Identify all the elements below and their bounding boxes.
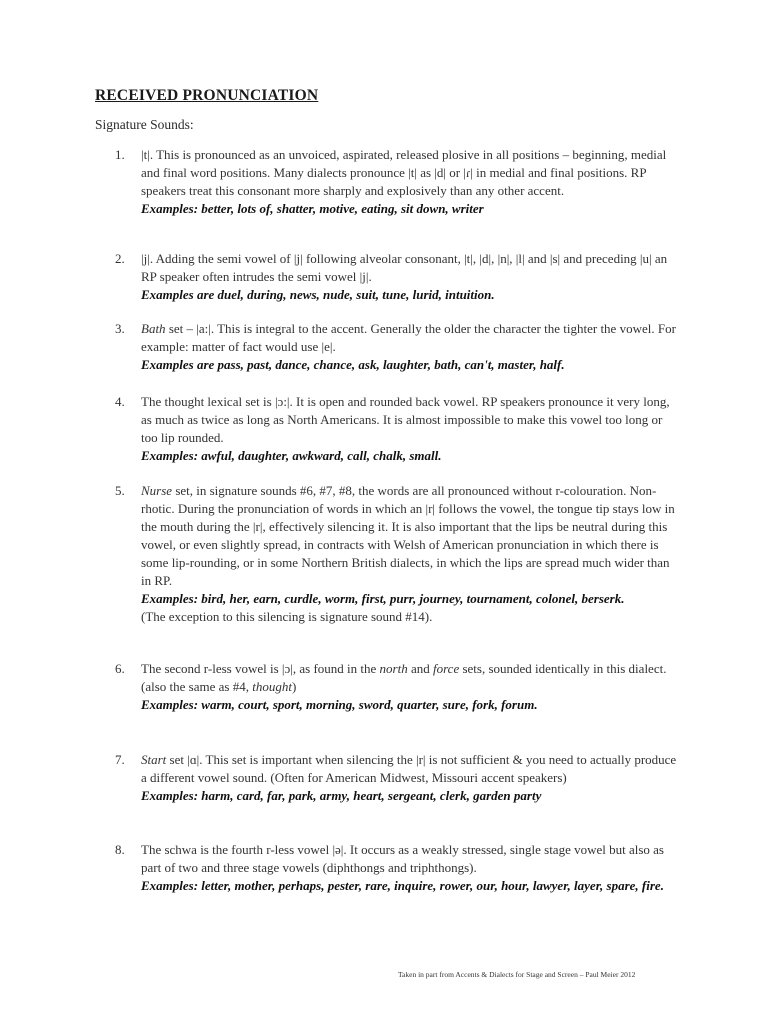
item-text: |t|. This is pronounced as an unvoiced, aspirated, released plosive in all positions – beginning, medial and final word positions. Many dialects pronounce |t| as |d| or |ɾ| in medial and final positions. RP speakers treat this consonant more sharply and explosively than any other accent. xyxy=(141,147,667,198)
item-number: 3. xyxy=(115,321,125,336)
item-examples: Examples: awful, daughter, awkward, call, chalk, small. xyxy=(141,448,442,463)
item-body xyxy=(141,841,681,895)
item-number: 1. xyxy=(115,147,125,162)
item-number: 2. xyxy=(115,251,125,266)
item-body xyxy=(141,146,681,218)
item-text: set, in signature sounds #6, #7, #8, the words are all pronounced without r-colouration. Non-rhotic. During the pronunciation of words in which an |r| follows the vowel, the tongue tip stays low in the mouth during the |r|, effectively silencing it. It is also important that the lips be neutral during this vowel, or even slightly spread, in contracts with Welsh of American pronunciation in which there is some lip-rounding, or in some Northern British dialects, in which the lips are spread much wider than in RP. xyxy=(141,483,675,588)
item-lead: Bath xyxy=(141,321,166,336)
item-body xyxy=(141,250,681,304)
item-italic-term: force xyxy=(432,661,460,676)
item-number: 8. xyxy=(115,842,125,857)
item-number: 4. xyxy=(115,394,125,409)
item-lead: Start xyxy=(141,752,167,767)
item-text: sets, sounded identically in this dialect. (also the same as #4, xyxy=(141,661,667,694)
item-body xyxy=(141,751,681,805)
item-text: set |ɑ|. This set is important when silencing the |r| is not sufficient & you need to actually produce a different vowel sound. (Often for American Midwest, Missouri accent speakers) xyxy=(141,752,677,785)
item-examples: Examples are duel, during, news, nude, suit, tune, lurid, intuition. xyxy=(141,287,495,302)
item-text: and xyxy=(407,661,433,676)
item-body xyxy=(141,660,681,714)
item-text: The thought lexical set is |ɔ:|. It is open and rounded back vowel. RP speakers pronounce it very long, as much as twice as long as North Americans. It is almost impossible to make this vowel too long or too lip rounded. xyxy=(141,394,670,445)
item-examples: Examples: bird, her, earn, curdle, worm, first, purr, journey, tournament, colonel, berserk. xyxy=(141,591,625,606)
item-number: 7. xyxy=(115,752,125,767)
item-note: (The exception to this silencing is signature sound #14). xyxy=(141,609,433,624)
item-examples: Examples: harm, card, far, park, army, heart, sergeant, clerk, garden party xyxy=(141,788,542,803)
item-body xyxy=(141,482,681,626)
item-examples: Examples: warm, court, sport, morning, sword, quarter, sure, fork, forum. xyxy=(141,697,538,712)
section-subtitle: Signature Sounds: xyxy=(95,117,194,132)
item-text: The schwa is the fourth r-less vowel |ə|. It occurs as a weakly stressed, single stage vowel but also as part of two and three stage vowels (diphthongs and triphthongs). xyxy=(141,842,664,875)
item-examples: Examples: better, lots of, shatter, motive, eating, sit down, writer xyxy=(141,201,484,216)
item-number: 5. xyxy=(115,483,125,498)
item-lead: Nurse xyxy=(141,483,173,498)
item-number: 6. xyxy=(115,661,125,676)
item-text: The second r-less vowel is |ɔ|, as found in the xyxy=(141,661,380,676)
item-body xyxy=(141,320,681,374)
page-footer: Taken in part from Accents & Dialects for Stage and Screen – Paul Meier 2012 xyxy=(398,970,636,979)
page-title: RECEIVED PRONUNCIATION xyxy=(95,87,319,104)
item-text: ) xyxy=(291,679,297,694)
item-examples: Examples are pass, past, dance, chance, ask, laughter, bath, can't, master, half. xyxy=(141,357,565,372)
item-examples: Examples: letter, mother, perhaps, pester, rare, inquire, rower, our, hour, lawyer, layer, spare, fire. xyxy=(141,878,664,893)
item-italic-term: north xyxy=(379,661,408,676)
item-body xyxy=(141,393,681,465)
item-text: |j|. Adding the semi vowel of |j| following alveolar consonant, |t|, |d|, |n|, |l| and |s| and preceding |u| an RP speaker often intrudes the semi vowel |j|. xyxy=(141,251,668,284)
item-italic-term: thought xyxy=(252,679,292,694)
item-text: set – |a:|. This is integral to the accent. Generally the older the character the tighter the vowel. For example: matter of fact would use |e|. xyxy=(141,321,676,354)
